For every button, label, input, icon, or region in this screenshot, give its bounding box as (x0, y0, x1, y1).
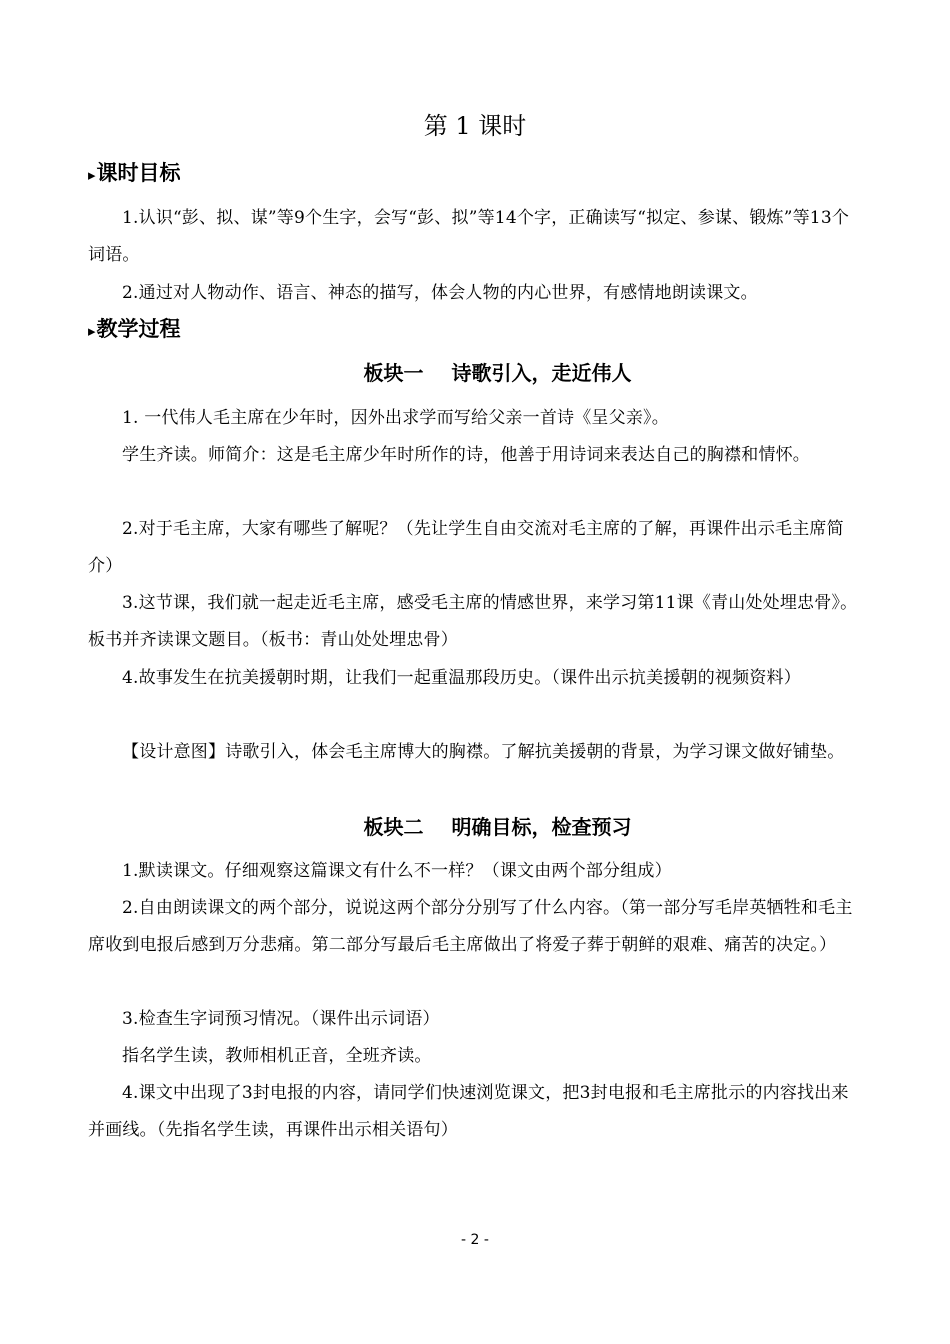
triangle-bullet-icon: ▸ (88, 322, 96, 340)
design-intent-note: 【设计意图】诗歌引入，体会毛主席博大的胸襟。了解抗美援朝的背景，为学习课文做好铺垫。 (122, 742, 845, 762)
process-paragraph: 3.这节课，我们就一起走近毛主席，感受毛主席的情感世界，来学习第11课《青山处处埋忠骨》。板书并齐读课文题目。（板书：青山处处埋忠骨） (88, 593, 858, 650)
block-heading-1 (0, 358, 950, 388)
process-paragraph: 3.检查生字词预习情况。（课件出示词语） (122, 1009, 440, 1029)
goal-paragraph: 2.通过对人物动作、语言、神态的描写，体会人物的内心世界，有感情地朗读课文。 (122, 283, 758, 303)
process-paragraph: 2.自由朗读课文的两个部分，说说这两个部分分别写了什么内容。（第一部分写毛岸英牺牲和毛主席收到电报后感到万分悲痛。第二部分写最后毛主席做出了将爱子葬于朝鲜的艰难、痛苦的决定。） (88, 898, 853, 955)
process-paragraph: 4.课文中出现了3封电报的内容，请同学们快速浏览课文，把3封电报和毛主席批示的内容找出来并画线。（先指名学生读，再课件出示相关语句） (88, 1083, 849, 1140)
section-heading-label: 教学过程 (96, 317, 181, 341)
page-number: - 2 - (461, 1232, 489, 1248)
section-heading-label: 课时目标 (96, 161, 181, 185)
process-paragraph: 4.故事发生在抗美援朝时期，让我们一起重温那段历史。（课件出示抗美援朝的视频资料） (122, 668, 801, 688)
block-number: 板块二 (363, 815, 424, 839)
block-title: 明确目标，检查预习 (451, 815, 632, 839)
lesson-title: 第 1 课时 (423, 112, 527, 140)
block-title: 诗歌引入，走近伟人 (451, 361, 632, 385)
triangle-bullet-icon: ▸ (88, 166, 96, 184)
process-paragraph: 指名学生读，教师相机正音，全班齐读。 (122, 1046, 432, 1066)
process-paragraph: 1.默读课文。仔细观察这篇课文有什么不一样？（课文由两个部分组成） (122, 861, 672, 881)
process-paragraph: 1. 一代伟人毛主席在少年时，因外出求学而写给父亲一首诗《呈父亲》。 (122, 408, 669, 428)
block-heading-2 (0, 812, 950, 842)
section-heading-process (88, 314, 181, 346)
block-number: 板块一 (363, 361, 424, 385)
process-paragraph: 学生齐读。师简介：这是毛主席少年时所作的诗，他善于用诗词来表达自己的胸襟和情怀。 (122, 445, 810, 465)
goal-paragraph: 1.认识“彭、拟、谋”等9个生字，会写“彭、拟”等14个字，正确读写“拟定、参谋、锻炼”等13个词语。 (88, 208, 850, 265)
section-heading-goals (88, 158, 181, 190)
process-paragraph: 2.对于毛主席，大家有哪些了解呢？（先让学生自由交流对毛主席的了解，再课件出示毛主席简介） (88, 519, 844, 576)
